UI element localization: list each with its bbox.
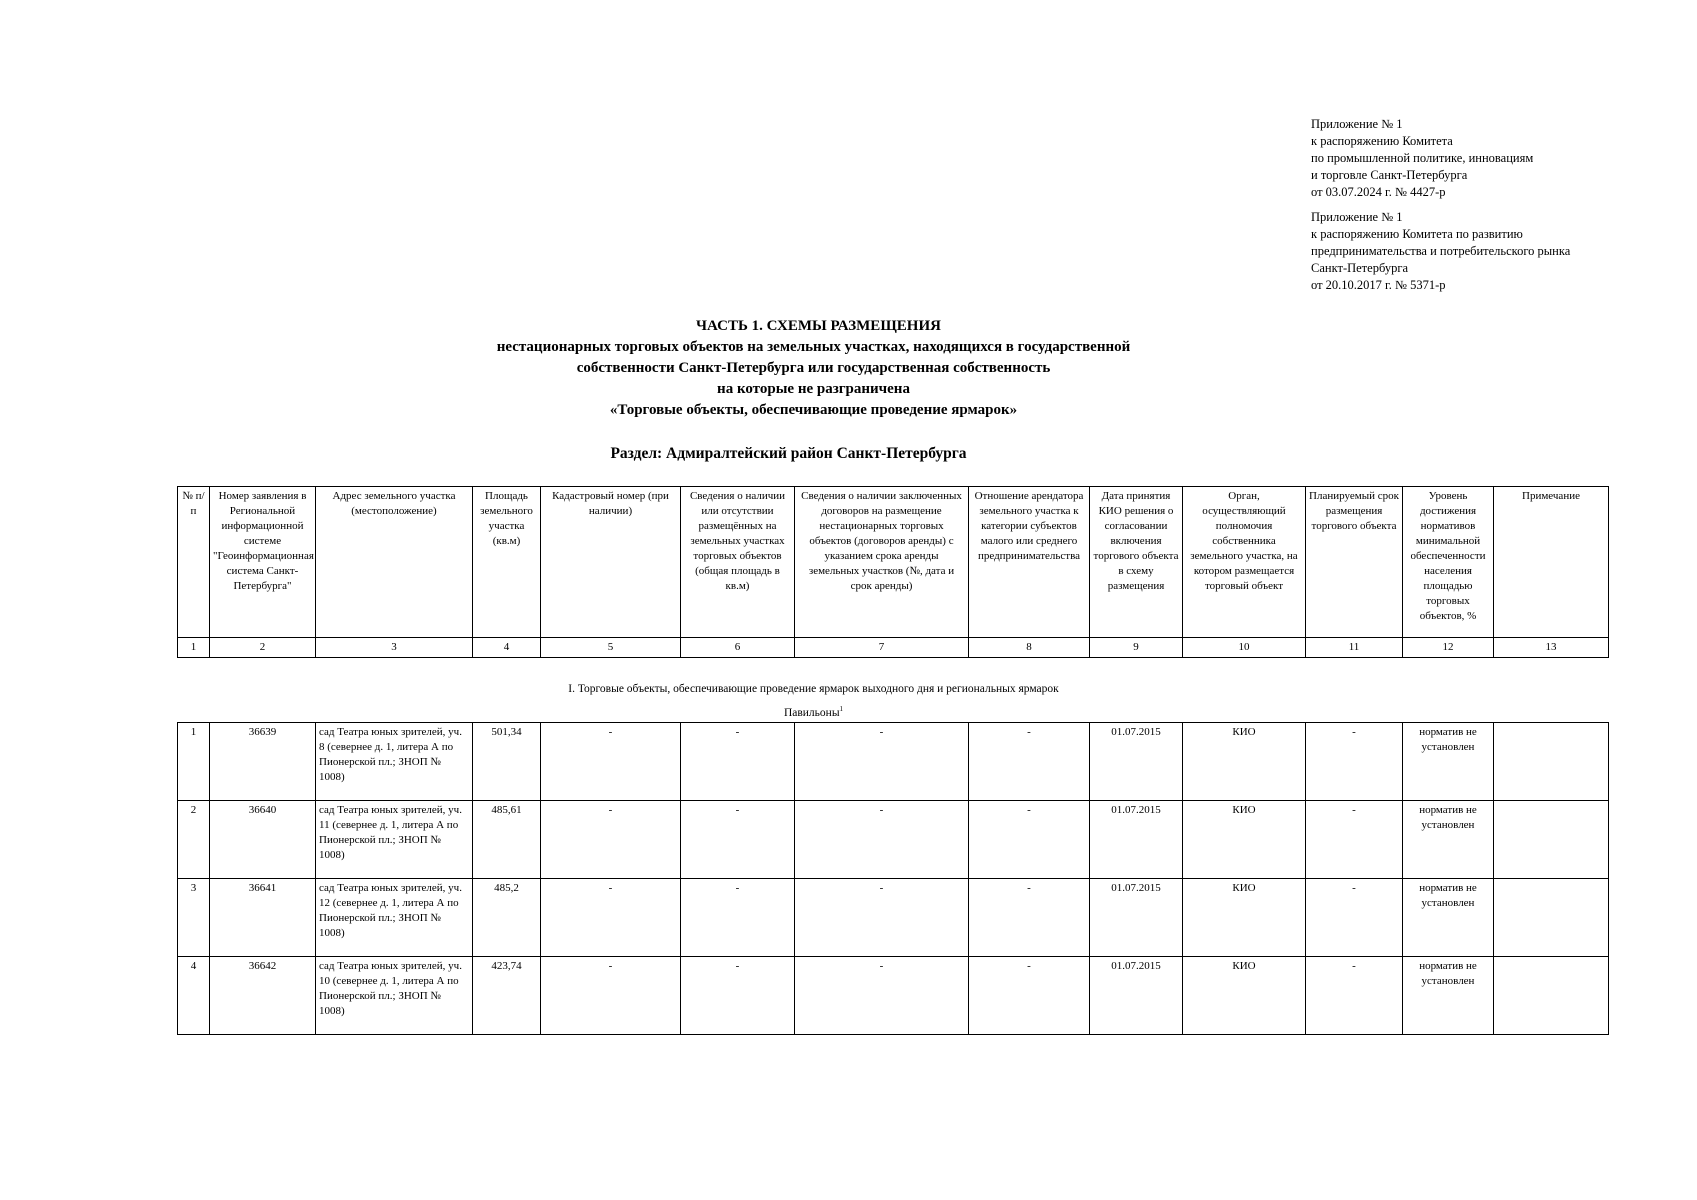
column-number: 8 (969, 638, 1090, 658)
column-number: 2 (210, 638, 316, 658)
column-header: Орган, осуществляющий полномочия собственника земельного участка, на котором размещается торговый объект (1183, 487, 1306, 638)
column-number: 4 (473, 638, 541, 658)
section-title: Раздел: Адмиралтейский район Санкт-Петербурга (610, 445, 967, 462)
attachment-line: предпринимательства и потребительского рынка (1311, 244, 1571, 258)
subsection-title: I. Торговые объекты, обеспечивающие проведение ярмарок выходного дня и региональных ярмарок (568, 683, 1059, 695)
column-number: 7 (795, 638, 969, 658)
title-line: ЧАСТЬ 1. СХЕМЫ РАЗМЕЩЕНИЯ (696, 318, 941, 334)
header-table (177, 486, 1609, 658)
smb-relation-cell: - (969, 879, 1090, 957)
attachment-line: от 03.07.2024 г. № 4427-р (1311, 185, 1446, 199)
contracts-cell: - (795, 957, 969, 1035)
address-cell: сад Театра юных зрителей, уч. 10 (севернее д. 1, литера А по Пионерской пл.; ЗНОП № 1008) (316, 957, 473, 1035)
row-number-cell: 3 (178, 879, 210, 957)
note-cell (1494, 801, 1609, 879)
cadastral-number-cell: - (541, 723, 681, 801)
column-header: № п/п (178, 487, 210, 638)
column-number: 13 (1494, 638, 1609, 658)
column-number: 1 (178, 638, 210, 658)
cadastral-number-cell: - (541, 801, 681, 879)
header-row (178, 487, 1609, 638)
smb-relation-cell: - (969, 957, 1090, 1035)
decision-date-cell: 01.07.2015 (1090, 723, 1183, 801)
placed-objects-cell: - (681, 723, 795, 801)
decision-date-cell: 01.07.2015 (1090, 879, 1183, 957)
area-cell: 485,61 (473, 801, 541, 879)
title-line: на которые не разграничена (717, 381, 910, 397)
table-row (178, 801, 1609, 879)
area-cell: 501,34 (473, 723, 541, 801)
column-header: Уровень достижения нормативов минимальной обеспеченности населения площадью торговых объектов, % (1403, 487, 1494, 638)
note-cell (1494, 879, 1609, 957)
provision-level-cell: норматив не установлен (1403, 879, 1494, 957)
attachment-line: от 20.10.2017 г. № 5371-р (1311, 278, 1446, 292)
attachment-line: к распоряжению Комитета (1311, 134, 1453, 148)
attachment-line: к распоряжению Комитета по развитию (1311, 227, 1523, 241)
document-title (0, 316, 1697, 421)
column-header: Кадастровый номер (при наличии) (541, 487, 681, 638)
application-number-cell: 36639 (210, 723, 316, 801)
title-line: собственности Санкт-Петербурга или государственная собственность (576, 360, 1051, 376)
area-cell: 423,74 (473, 957, 541, 1035)
column-header: Планируемый срок размещения торгового объекта (1306, 487, 1403, 638)
column-number-row (178, 638, 1609, 658)
smb-relation-cell: - (969, 723, 1090, 801)
application-number-cell: 36641 (210, 879, 316, 957)
cadastral-number-cell: - (541, 879, 681, 957)
address-cell: сад Театра юных зрителей, уч. 8 (севернее д. 1, литера А по Пионерской пл.; ЗНОП № 1008) (316, 723, 473, 801)
column-number: 12 (1403, 638, 1494, 658)
contracts-cell: - (795, 723, 969, 801)
column-number: 6 (681, 638, 795, 658)
application-number-cell: 36640 (210, 801, 316, 879)
column-number: 11 (1306, 638, 1403, 658)
smb-relation-cell: - (969, 801, 1090, 879)
address-cell: сад Театра юных зрителей, уч. 11 (севернее д. 1, литера А по Пионерской пл.; ЗНОП № 1008) (316, 801, 473, 879)
note-cell (1494, 723, 1609, 801)
owner-authority-cell: КИО (1183, 723, 1306, 801)
column-number: 3 (316, 638, 473, 658)
column-number: 10 (1183, 638, 1306, 658)
planned-term-cell: - (1306, 801, 1403, 879)
provision-level-cell: норматив не установлен (1403, 801, 1494, 879)
column-header: Примечание (1494, 487, 1609, 638)
table-row (178, 957, 1609, 1035)
row-number-cell: 1 (178, 723, 210, 801)
attachment-line: и торговле Санкт-Петербурга (1311, 168, 1468, 182)
placed-objects-cell: - (681, 801, 795, 879)
application-number-cell: 36642 (210, 957, 316, 1035)
cadastral-number-cell: - (541, 957, 681, 1035)
contracts-cell: - (795, 879, 969, 957)
placed-objects-cell: - (681, 879, 795, 957)
attachment-line: Приложение № 1 (1311, 117, 1403, 131)
planned-term-cell: - (1306, 879, 1403, 957)
contracts-cell: - (795, 801, 969, 879)
subsection-type-label: Павильоны (783, 706, 840, 719)
attachment-line: Санкт-Петербурга (1311, 261, 1409, 275)
attachment-note-2 (1311, 209, 1570, 294)
column-header: Сведения о наличии или отсутствии размещённых на земельных участках торговых объектов (общая площадь в кв.м) (681, 487, 795, 638)
row-number-cell: 2 (178, 801, 210, 879)
decision-date-cell: 01.07.2015 (1090, 801, 1183, 879)
column-header: Сведения о наличии заключенных договоров на размещение нестационарных торговых объектов (договоров аренды) с указанием срока аренды земельных участков (№, дата и срок аренды) (795, 487, 969, 638)
planned-term-cell: - (1306, 957, 1403, 1035)
column-header: Дата принятия КИО решения о согласовании включения торгового объекта в схему размещения (1090, 487, 1183, 638)
column-header: Номер заявления в Региональной информационной системе "Геоинформационная система Санкт-Петербурга" (210, 487, 316, 638)
column-header: Площадь земельного участка (кв.м) (473, 487, 541, 638)
column-number: 5 (541, 638, 681, 658)
planned-term-cell: - (1306, 723, 1403, 801)
title-line: «Торговые объекты, обеспечивающие проведение ярмарок» (609, 402, 1018, 418)
table-row (178, 723, 1609, 801)
owner-authority-cell: КИО (1183, 879, 1306, 957)
table-row (178, 879, 1609, 957)
note-cell (1494, 957, 1609, 1035)
data-table (177, 722, 1609, 1035)
owner-authority-cell: КИО (1183, 801, 1306, 879)
title-line: нестационарных торговых объектов на земельных участках, находящихся в государственной (496, 339, 1131, 355)
owner-authority-cell: КИО (1183, 957, 1306, 1035)
row-number-cell: 4 (178, 957, 210, 1035)
attachment-line: Приложение № 1 (1311, 210, 1403, 224)
column-header: Адрес земельного участка (местоположение) (316, 487, 473, 638)
footnote-mark: 1 (839, 705, 844, 713)
subsection-type (0, 705, 1662, 719)
placed-objects-cell: - (681, 957, 795, 1035)
attachment-line: по промышленной политике, инновациям (1311, 151, 1534, 165)
column-header: Отношение арендатора земельного участка к категории субъектов малого или среднего предпринимательства (969, 487, 1090, 638)
area-cell: 485,2 (473, 879, 541, 957)
attachment-note-1 (1311, 116, 1533, 201)
column-number: 9 (1090, 638, 1183, 658)
decision-date-cell: 01.07.2015 (1090, 957, 1183, 1035)
provision-level-cell: норматив не установлен (1403, 723, 1494, 801)
provision-level-cell: норматив не установлен (1403, 957, 1494, 1035)
address-cell: сад Театра юных зрителей, уч. 12 (севернее д. 1, литера А по Пионерской пл.; ЗНОП № 1008) (316, 879, 473, 957)
